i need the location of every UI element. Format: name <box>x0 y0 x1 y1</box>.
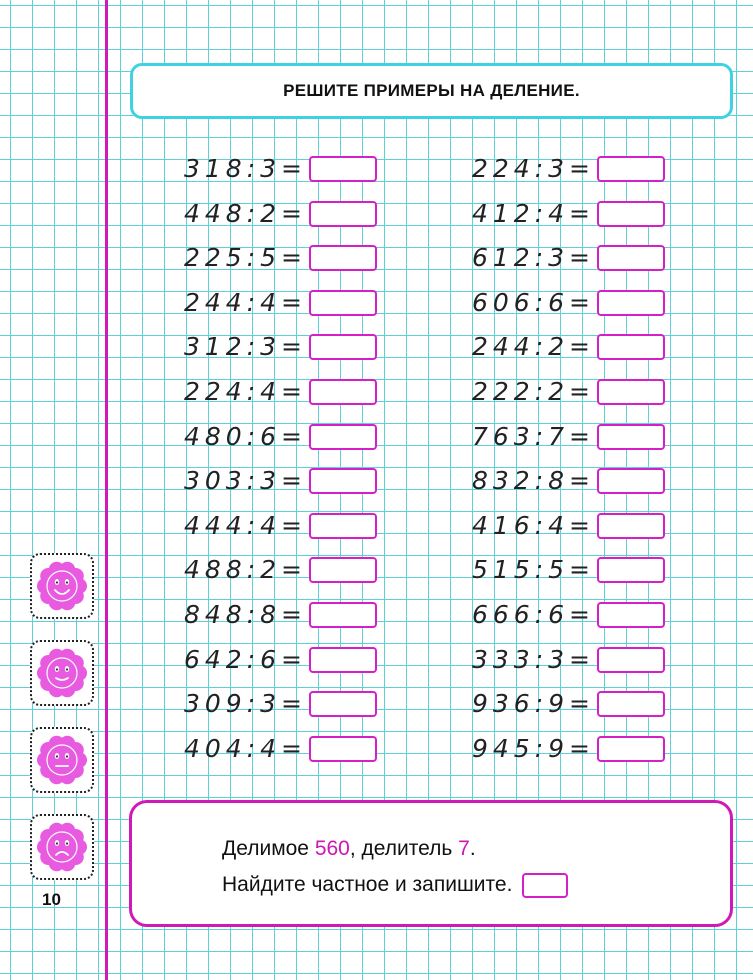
division-expression: 244:2= <box>472 332 595 362</box>
answer-box[interactable] <box>309 379 377 405</box>
division-expression: 416:4= <box>472 510 595 540</box>
equation-row <box>175 373 385 417</box>
equation-row <box>463 596 673 640</box>
exercise-title-box <box>130 63 733 119</box>
equation-row <box>175 150 385 194</box>
division-expression: 318:3= <box>184 154 307 183</box>
equation-row <box>463 730 673 774</box>
equation-row <box>175 284 385 328</box>
division-expression: 333:3= <box>472 644 595 674</box>
equation-row <box>463 641 673 685</box>
word-problem-line-2 <box>222 873 568 898</box>
answer-box[interactable] <box>597 736 665 762</box>
division-expression: 666:6= <box>472 600 595 629</box>
equation-row <box>175 685 385 729</box>
equation-row <box>463 328 673 372</box>
page-number: 10 <box>42 890 61 909</box>
equation-row <box>175 462 385 506</box>
division-expression: 444:4= <box>184 510 307 540</box>
division-expression: 448:2= <box>184 198 307 228</box>
answer-box[interactable] <box>597 691 665 717</box>
equation-row <box>463 239 673 283</box>
equation-row <box>463 551 673 595</box>
equation-row <box>175 551 385 595</box>
answer-box[interactable] <box>309 245 377 271</box>
answer-box[interactable] <box>309 513 377 539</box>
equation-row <box>175 418 385 462</box>
answer-box[interactable] <box>309 691 377 717</box>
answer-box[interactable] <box>597 334 665 360</box>
equation-row <box>463 507 673 551</box>
self-assessment-card[interactable] <box>30 640 94 706</box>
division-expression: 303:3= <box>184 466 307 496</box>
answer-box[interactable] <box>597 290 665 316</box>
word-problem-box <box>129 800 733 927</box>
dividend-label: Делимое <box>222 837 309 860</box>
division-expression: 832:8= <box>472 466 595 496</box>
equation-row <box>175 195 385 239</box>
answer-box[interactable] <box>309 156 377 182</box>
equation-row <box>463 462 673 506</box>
answer-box[interactable] <box>597 557 665 583</box>
answer-box[interactable] <box>309 424 377 450</box>
equation-row <box>463 373 673 417</box>
division-expression: 848:8= <box>184 600 307 629</box>
division-expression: 488:2= <box>184 555 307 585</box>
equation-row <box>175 596 385 640</box>
answer-box[interactable] <box>597 379 665 405</box>
equation-row <box>463 685 673 729</box>
equation-row <box>463 284 673 328</box>
division-expression: 224:4= <box>184 377 307 406</box>
answer-box[interactable] <box>309 736 377 762</box>
answer-box[interactable] <box>309 290 377 316</box>
equation-row <box>175 641 385 685</box>
self-assessment-card[interactable] <box>30 814 94 880</box>
answer-box[interactable] <box>597 513 665 539</box>
quotient-answer-box[interactable] <box>522 873 568 898</box>
answer-box[interactable] <box>309 468 377 494</box>
equation-row <box>463 150 673 194</box>
answer-box[interactable] <box>309 334 377 360</box>
answer-box[interactable] <box>309 557 377 583</box>
answer-box[interactable] <box>597 156 665 182</box>
division-expression: 763:7= <box>472 421 595 451</box>
neutral-flower-face-icon <box>34 732 90 788</box>
division-expression: 612:3= <box>472 243 595 273</box>
answer-box[interactable] <box>597 201 665 227</box>
self-assessment-card[interactable] <box>30 553 94 619</box>
division-expression: 480:6= <box>184 421 307 451</box>
answer-box[interactable] <box>597 468 665 494</box>
word-problem-instruction: Найдите частное и запишите. <box>222 873 513 897</box>
division-expression: 312:3= <box>184 332 307 362</box>
smiling-flower-face-icon <box>34 645 90 701</box>
divisor-label: , делитель <box>349 837 453 860</box>
answer-box[interactable] <box>597 424 665 450</box>
happy-flower-face-icon <box>34 558 90 614</box>
word-problem-line-1 <box>222 837 476 861</box>
division-expression: 225:5= <box>184 243 307 273</box>
divisor-end: . <box>469 837 476 860</box>
equation-row <box>175 730 385 774</box>
dividend-value: 560 <box>314 837 350 860</box>
self-assessment-card[interactable] <box>30 727 94 793</box>
division-expression: 515:5= <box>472 555 595 585</box>
equation-row <box>175 239 385 283</box>
answer-box[interactable] <box>309 647 377 673</box>
equation-row <box>175 507 385 551</box>
division-expression: 309:3= <box>184 689 307 719</box>
division-expression: 606:6= <box>472 287 595 317</box>
notebook-margin-line <box>105 0 108 980</box>
division-expression: 404:4= <box>184 733 307 763</box>
exercise-title: РЕШИТЕ ПРИМЕРЫ НА ДЕЛЕНИЕ. <box>283 81 580 100</box>
equation-row <box>463 195 673 239</box>
division-expression: 412:4= <box>472 198 595 228</box>
division-expression: 222:2= <box>472 377 595 406</box>
division-expression: 244:4= <box>184 287 307 317</box>
answer-box[interactable] <box>309 201 377 227</box>
answer-box[interactable] <box>597 245 665 271</box>
division-expression: 945:9= <box>472 733 595 763</box>
sad-flower-face-icon <box>34 819 90 875</box>
answer-box[interactable] <box>597 647 665 673</box>
equation-row <box>175 328 385 372</box>
division-expression: 224:3= <box>472 154 595 183</box>
equation-row <box>463 418 673 462</box>
division-expression: 936:9= <box>472 689 595 719</box>
answer-box[interactable] <box>597 602 665 628</box>
answer-box[interactable] <box>309 602 377 628</box>
divisor-value: 7 <box>458 837 470 860</box>
division-expression: 642:6= <box>184 644 307 674</box>
